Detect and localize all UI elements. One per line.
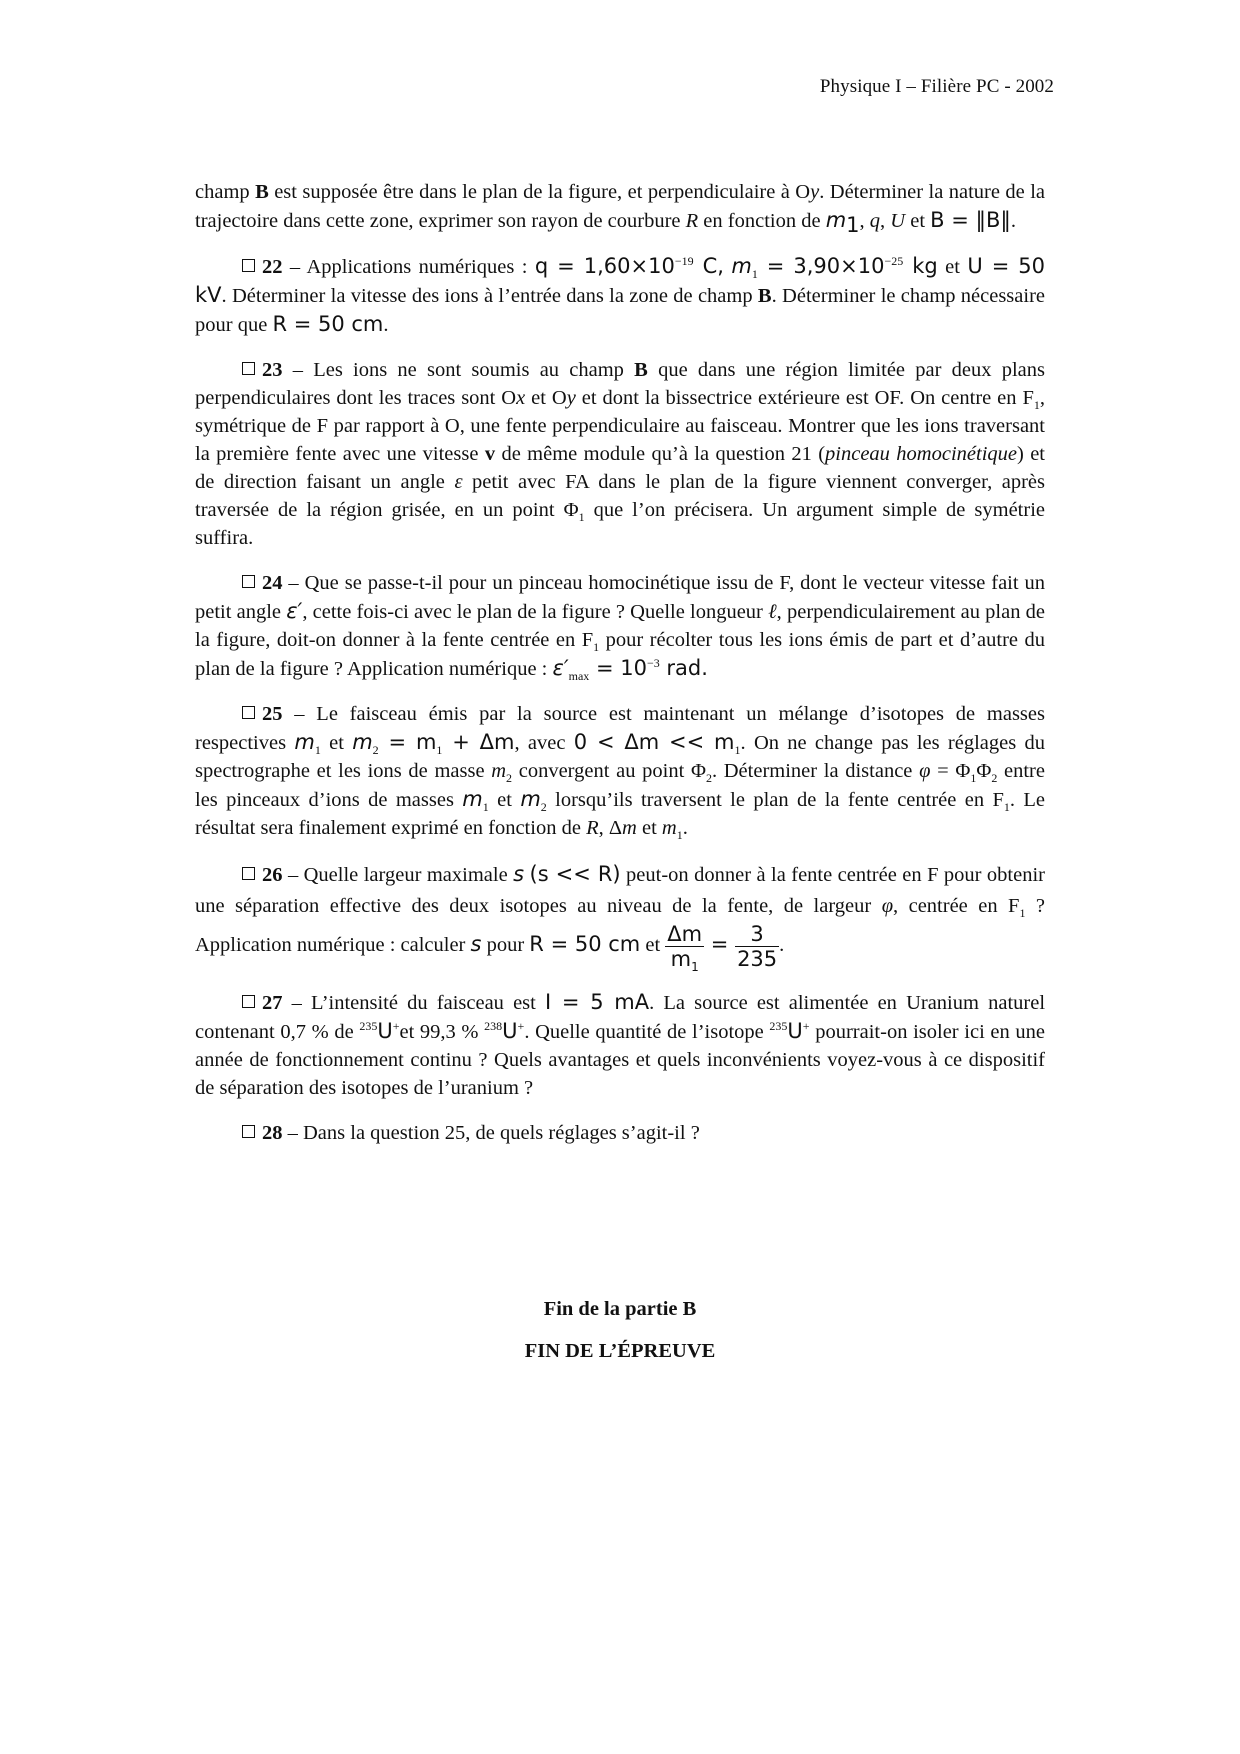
fraction-3-235: $\frac{3}{235}$ bbox=[737, 922, 778, 971]
checkbox-icon bbox=[242, 575, 255, 588]
question-28: 28 – Dans la question 25, de quels réglages s’agit-il ? bbox=[195, 1119, 1045, 1147]
question-25: 25 – Le faisceau émis par la source est maintenant un mélange d’isotopes de masses respectives $m_1$ et $m_2 = m_1 + \Delta m$, avec $0 < \Delta m << m_1$. On ne change pas les réglages du spectrographe et les ions de masse $m_2$ convergent au point $\Phi_2$. Déterminer la distance $\varphi = \Phi_1\Phi_2$ entre les pinceaux d’ions de masses $m_1$ et $m_2$ lorsqu’ils traversent le plan de la fente centrée en $F_1$. Le résultat sera finalement exprimé en fonction de R, Δm et $m_1$. bbox=[195, 703, 1045, 843]
ending-block bbox=[0, 1294, 1240, 1378]
checkbox-icon bbox=[242, 706, 255, 719]
checkbox-icon bbox=[242, 1125, 255, 1138]
question-27: 27 – L’intensité du faisceau est I = 5 mA. La source est alimentée en Uranium naturel contenant 0,7 % de $^{235}$U+et 99,3 % $^{238}$U+. Quelle quantité de l’isotope $^{235}$U+ pourrait-on isoler ici en une année de fonctionnement continu ? Quels avantages et quels inconvénients voyez-vous à ce dispositif de séparation des isotopes de l’uranium ? bbox=[195, 990, 1046, 1099]
norm-b-formula: B = ‖B‖ bbox=[930, 208, 1011, 232]
question-26: 26 – Quelle largeur maximale s (s << R) peut-on donner à la fente centrée en F pour obtenir une séparation effective des deux isotopes au niveau de la fente, de largeur φ, centrée en $F_1$ ? Application numérique : calculer s pour R = 50 cm et $\frac{\Delta m}{m_1}$ = $\frac{3}{235}$ . bbox=[195, 862, 1045, 975]
question-24: 24 – Que se passe-t-il pour un pinceau homocinétique issu de F, dont le vecteur vitesse fait un petit angle ε′, cette fois-ci avec le plan de la figure ? Quelle longueur ℓ, perpendiculairement au plan de la figure, doit-on donner à la fente centrée en $F_1$ pour récolter tous les ions émis de part et d’autre du plan de la figure ? Application numérique : $\varepsilon'_{max} = 10^{-3}$ rad. bbox=[195, 572, 1045, 684]
page-body bbox=[195, 178, 1045, 1164]
checkbox-icon bbox=[242, 867, 255, 880]
end-of-exam: FIN DE L’ÉPREUVE bbox=[524, 1340, 716, 1362]
question-23: 23 – Les ions ne sont soumis au champ B que dans une région limitée par deux plans perpendiculaires dont les traces sont Ox et Oy et dont la bissectrice extérieure est OF. On centre en $F_1$, symétrique de F par rapport à O, une fente perpendiculaire au faisceau. Montrer que les ions traversant la première fente avec une vitesse v de même module qu’à la question 21 (pinceau homocinétique) et de direction faisant un angle ε petit avec FA dans le plan de la figure viennent converger, après traversée de la région grisée, en un point $\Phi_1$ que l’on précisera. Un argument simple de symétrie suffira. bbox=[195, 359, 1045, 549]
checkbox-icon bbox=[242, 995, 255, 1008]
fraction-delta-m: $\frac{\Delta m}{m_1}$ bbox=[667, 922, 703, 975]
intro-paragraph: champ B est supposée être dans le plan de la figure, et perpendiculaire à Oy. Déterminer la nature de la trajectoire dans cette zone, exprimer son rayon de courbure R en fonction de $m_1$, q, U et B = ‖B‖. bbox=[195, 181, 1045, 238]
end-of-part-b: Fin de la partie B bbox=[543, 1298, 697, 1320]
checkbox-icon bbox=[242, 362, 255, 375]
page-header: Physique I – Filière PC - 2002 bbox=[819, 76, 1054, 97]
question-22: 22 – Applications numériques : $q = 1,60\times 10^{-19}$ C, $m_1 = 3,90\times 10^{-25}$ kg et U = 50 kV. Déterminer la vitesse des ions à l’entrée dans la zone de champ B. Déterminer le champ nécessaire pour que R = 50 cm. bbox=[195, 254, 1045, 336]
checkbox-icon bbox=[242, 259, 255, 272]
